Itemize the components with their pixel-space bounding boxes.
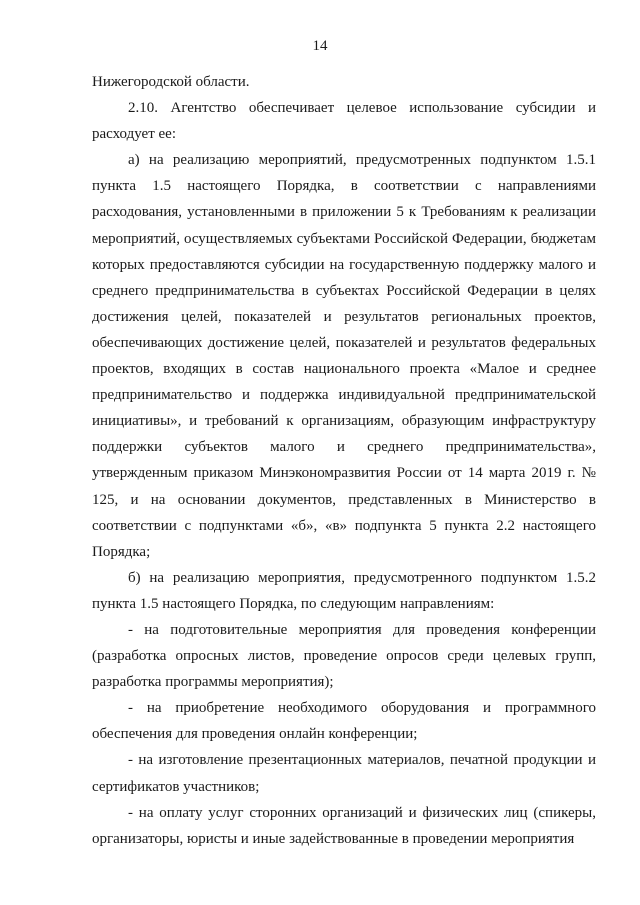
paragraph-clause-2-10: 2.10. Агентство обеспечивает целевое использование субсидии и расходует ее: [92, 100, 596, 143]
document-body [92, 69, 596, 852]
list-item-presentation-materials: - на изготовление презентационных материалов, печатной продукции и сертификатов участников; [92, 752, 596, 795]
page-number: 14 [312, 38, 328, 54]
paragraph-subclause-b: б) на реализацию мероприятия, предусмотренного подпунктом 1.5.2 пункта 1.5 настоящего Порядка, по следующим направлениям: [92, 569, 596, 612]
list-item-equipment-purchase: - на приобретение необходимого оборудования и программного обеспечения для проведения онлайн конференции; [92, 700, 596, 743]
list-item-preparatory-events: - на подготовительные мероприятия для проведения конференции (разработка опросных листов, проведение опросов среди целевых групп, разработка программы мероприятия); [92, 621, 596, 691]
paragraph-subclause-a: а) на реализацию мероприятий, предусмотренных подпунктом 1.5.1 пункта 1.5 настоящего Порядка, в соответствии с направлениями расходования, установленными в приложении 5 к Требованиям к реализации мероприятий, осуществляемых субъектами Российской Федерации, бюджетам которых предоставляются субсидии на государственную поддержку малого и среднего предпринимательства в субъектах Российской Федерации в целях достижения целей, показателей и результатов региональных проектов, обеспечивающих достижение целей, показателей и результатов федеральных проектов, входящих в состав национального проекта «Малое и среднее предпринимательство и поддержка индивидуальной предпринимательской инициативы», и требований к организациям, образующим инфраструктуру поддержки субъектов малого и среднего предпринимательства», утвержденным приказом Минэкономразвития России от 14 марта 2019 г. № 125, и на основании документов, представленных в Министерство в соответствии с подпунктами «б», «в» подпункта 5 пункта 2.2 настоящего Порядка; [92, 152, 596, 560]
list-item-third-party-services: - на оплату услуг сторонних организаций и физических лиц (спикеры, организаторы, юристы и иные задействованные в проведении мероприятия [92, 804, 596, 847]
paragraph-region-continuation: Нижегородской области. [92, 74, 250, 90]
